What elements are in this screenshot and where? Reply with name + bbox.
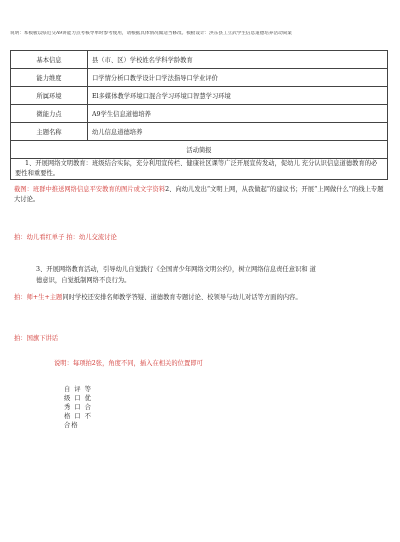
activity-heading: 活动简报 [11,141,388,159]
step-2-text: 2、向幼儿发出“文明上网，从我做起”的建议书；开展“上网做什么”的线上专题大讨论。 [14,186,384,203]
step-4-text: 同时学校还安排名师教学答疑、道德教育专题讨论、校领导与幼儿对话等方面的内容。 [62,294,302,301]
eval-line: 级 口 优 [64,395,92,402]
row-label: 所属环境 [11,87,88,105]
row-label: 能力维度 [11,69,88,87]
row-value: A9学生信息道德培养 [88,105,388,123]
eval-line: 秀 口 合 [64,404,92,411]
row-label: 基本信息 [11,51,88,69]
table-row [11,87,388,105]
row-value: 幼儿信息道德培养 [88,123,388,141]
header-note: 说明：本模板以県近交A9讲能力点考核导单时参考使用，请根据具体情况做适当修改。模板设计：洪东县工立武学生信息道德培养活动简案 [10,31,292,36]
photo-instruction-1: 拍：幼儿看红单子 拍：幼儿交流讨论 [14,234,117,241]
row-label: 微能力点 [11,105,88,123]
screenshot-note: 截图：班群中推送网络信息平安教育的图片或文字资料 [14,186,166,193]
table-row [11,105,388,123]
self-evaluation-grid [64,385,92,430]
info-table [10,50,388,180]
activity-heading-row [11,141,388,159]
row-value: El多媒体教学环境口混合学习环境口智慧学习环境 [88,87,388,105]
table-row [11,123,388,141]
photo-note: 拍：师+生+主题 [14,294,63,301]
table-row [11,51,388,69]
table-row [11,69,388,87]
step-3-paragraph [22,264,374,286]
eval-line: 格 口 不 [64,413,92,420]
step-3-text: 3、开展网络教育活动，引导幼儿自觉践行《全国青少年网络文明公约》，树立网络信息责任意识和 道 [36,266,316,273]
activity-text: 1、开展网络文明教育：班级结合实际，充分利用宣传栏、健康社区课等广泛开展宣传发动，促幼儿 充分认识信息道德教育的必要性和重要性。 [15,160,378,177]
photo-instruction-2: 拍：国旗下讲话 [14,335,59,342]
eval-line: 合格 [64,422,79,429]
eval-line: 自 评 等 [64,386,92,393]
step-4-paragraph [14,293,386,303]
row-value: 口学情分析口教学设计口学法指导口学业评价 [88,69,388,87]
row-label: 主题名称 [11,123,88,141]
activity-body-row [11,159,388,180]
step-3-text-cont: 德意识，自觉抵制网络不良行为。 [36,277,131,284]
screenshot-instruction [14,185,386,205]
row-value: 县（市、区）学校姓名学科学龄教育 [88,51,388,69]
photo-count-note: 说明：每项拍2张，角度不同，插入在相关的位置即可 [54,360,203,367]
